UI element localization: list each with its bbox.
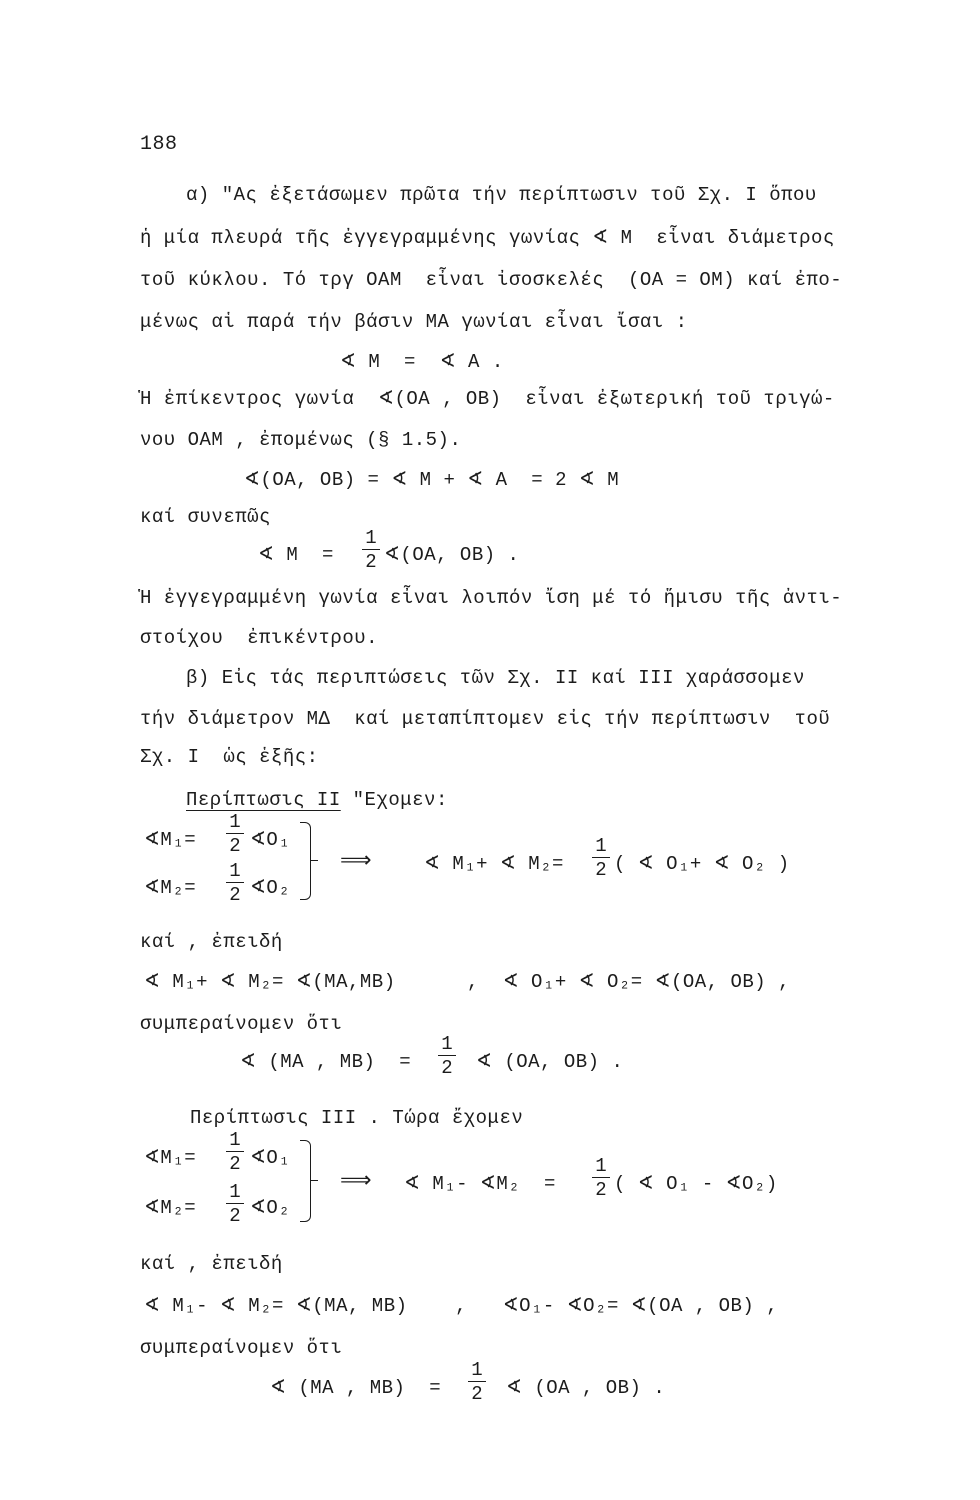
case-iii-brace-tip — [310, 1180, 318, 1181]
equation-half-left: ∢ Μ = — [258, 544, 334, 566]
fraction-bar — [592, 857, 610, 858]
fraction-one-half — [592, 1156, 610, 1200]
angle-sums-1: ∢ Μ₁+ ∢ Μ₂= ∢(ΜΑ,ΜΒ) , ∢ Ο₁+ ∢ Ο₂= ∢(ΟΑ, ΟΒ) , — [144, 971, 791, 993]
case-iii-o1: ∢Ο₁ — [250, 1147, 291, 1169]
fraction-denominator: 2 — [229, 1153, 241, 1175]
case-iii-result-right: ( ∢ Ο₁ - ∢Ο₂) — [614, 1173, 778, 1195]
fraction-numerator: 1 — [229, 1129, 241, 1151]
paragraph-a-line-4: μένως αἱ παρά τήν βάσιν ΜΑ γωνίαι εἶναι ἴσαι : — [140, 311, 688, 333]
case-ii-result-right: ( ∢ Ο₁+ ∢ Ο₂ ) — [614, 853, 790, 875]
fraction-bar — [592, 1177, 610, 1178]
kai-epeidi-1: καί , ἐπειδή — [140, 931, 283, 953]
fraction-numerator: 1 — [229, 860, 241, 882]
fraction-bar — [226, 1203, 244, 1204]
fraction-denominator: 2 — [471, 1383, 483, 1405]
fraction-denominator: 2 — [229, 1205, 241, 1227]
fraction-one-half — [226, 1182, 244, 1226]
paragraph-a-line-7: καί συνεπῶς — [140, 506, 271, 528]
fraction-one-half — [226, 861, 244, 905]
fraction-bar — [226, 882, 244, 883]
paragraph-a-line-2: ἡ μία πλευρά τῆς ἐγγεγραμμένης γωνίας ∢ Μ εἶναι διάμετρος — [140, 227, 835, 249]
result-2-right: ∢ (ΟΑ , ΟΒ) . — [506, 1377, 666, 1399]
fraction-bar — [362, 549, 380, 550]
equation-half-right: ∢(ΟΑ, ΟΒ) . — [384, 544, 520, 566]
paragraph-a-line-1: α) "Ας ἐξετάσωμεν πρῶτα τήν περίπτωσιν τοῦ Σχ. Ι ὅπου — [186, 184, 817, 206]
fraction-one-half — [468, 1360, 486, 1404]
case-iii-brace — [300, 1140, 311, 1222]
fraction-numerator: 1 — [365, 527, 377, 549]
fraction-numerator: 1 — [229, 1181, 241, 1203]
paragraph-b-line-3: Σχ. Ι ὡς ἑξῆς: — [140, 746, 319, 768]
case-ii-brace — [300, 822, 311, 900]
equation-central-angle-sum: ∢(ΟΑ, ΟΒ) = ∢ Μ + ∢ Α = 2 ∢ Μ — [244, 469, 620, 491]
fraction-bar — [468, 1381, 486, 1382]
result-1-right: ∢ (ΟΑ, ΟΒ) . — [476, 1051, 624, 1073]
case-iii-result-left: ∢ Μ₁- ∢Μ₂ = — [404, 1173, 556, 1195]
conclude-1: συμπεραίνομεν ὅτι — [140, 1013, 343, 1035]
fraction-one-half — [592, 836, 610, 880]
paragraph-b-line-1: β) Εἰς τάς περιπτώσεις τῶν Σχ. ΙΙ καί ΙΙΙ χαράσσομεν — [186, 667, 805, 689]
paragraph-b-line-2: τήν διάμετρον ΜΔ καί μεταπίπτομεν εἰς τήν περίπτωσιν τοῦ — [140, 708, 831, 730]
fraction-one-half — [226, 1130, 244, 1174]
fraction-numerator: 1 — [595, 835, 607, 857]
fraction-denominator: 2 — [229, 835, 241, 857]
case-ii-m2: ∢Μ₂= — [144, 877, 197, 899]
fraction-denominator: 2 — [229, 884, 241, 906]
case-ii-have: "Εχομεν: — [340, 789, 448, 811]
fraction-one-half — [438, 1034, 456, 1078]
result-1-left: ∢ (ΜΑ , ΜΒ) = — [240, 1051, 412, 1073]
case-ii-m1: ∢Μ₁= — [144, 829, 197, 851]
result-2-left: ∢ (ΜΑ , ΜΒ) = — [270, 1377, 442, 1399]
case-iii-m2: ∢Μ₂= — [144, 1197, 197, 1219]
fraction-numerator: 1 — [229, 811, 241, 833]
paragraph-a-line-9: στοίχου ἐπικέντρου. — [140, 627, 379, 649]
fraction-bar — [438, 1055, 456, 1056]
case-iii-heading: Περίπτωσις ΙΙΙ . Τώρα ἔχομεν — [190, 1107, 524, 1129]
case-ii-o2: ∢Ο₂ — [250, 877, 291, 899]
page-number: 188 — [140, 133, 178, 156]
paragraph-a-line-8: Ἡ ἐγγεγραμμένη γωνία εἶναι λοιπόν ἴση μέ τό ἥμισυ τῆς ἀντι- — [140, 587, 843, 609]
case-ii-title: Περίπτωσις ΙΙ — [186, 789, 341, 811]
fraction-one-half — [226, 812, 244, 856]
case-ii-implies-arrow: ⟹ — [340, 849, 372, 874]
fraction-bar — [226, 1151, 244, 1152]
case-iii-o2: ∢Ο₂ — [250, 1197, 291, 1219]
conclude-2: συμπεραίνομεν ὅτι — [140, 1337, 343, 1359]
fraction-bar — [226, 833, 244, 834]
fraction-one-half — [362, 528, 380, 572]
fraction-numerator: 1 — [595, 1155, 607, 1177]
case-ii-result-left: ∢ Μ₁+ ∢ Μ₂= — [424, 853, 564, 875]
paragraph-a-line-6: νου ΟΑΜ , ἐπομένως (§ 1.5). — [140, 429, 462, 451]
case-iii-m1: ∢Μ₁= — [144, 1147, 197, 1169]
paragraph-a-line-5: Ἡ ἐπίκεντρος γωνία ∢(ΟΑ , ΟΒ) εἶναι ἐξωτερική τοῦ τριγώ- — [140, 388, 835, 410]
fraction-denominator: 2 — [365, 551, 377, 573]
fraction-numerator: 1 — [471, 1359, 483, 1381]
angle-differences: ∢ Μ₁- ∢ Μ₂= ∢(ΜΑ, ΜΒ) , ∢Ο₁- ∢Ο₂= ∢(ΟΑ , ΟΒ) , — [144, 1295, 779, 1317]
case-ii-heading — [186, 788, 448, 812]
paragraph-a-line-3: τοῦ κύκλου. Τό τργ ΟΑΜ εἶναι ἰσοσκελές (ΟΑ = ΟΜ) καί ἐπο- — [140, 269, 843, 291]
case-ii-brace-tip — [310, 860, 318, 861]
case-iii-implies-arrow: ⟹ — [340, 1169, 372, 1194]
fraction-denominator: 2 — [595, 859, 607, 881]
fraction-denominator: 2 — [595, 1179, 607, 1201]
fraction-denominator: 2 — [441, 1057, 453, 1079]
case-ii-o1: ∢Ο₁ — [250, 829, 291, 851]
equation-m-equals-a: ∢ Μ = ∢ Α . — [340, 351, 504, 373]
kai-epeidi-2: καί , ἐπειδή — [140, 1253, 283, 1275]
fraction-numerator: 1 — [441, 1033, 453, 1055]
